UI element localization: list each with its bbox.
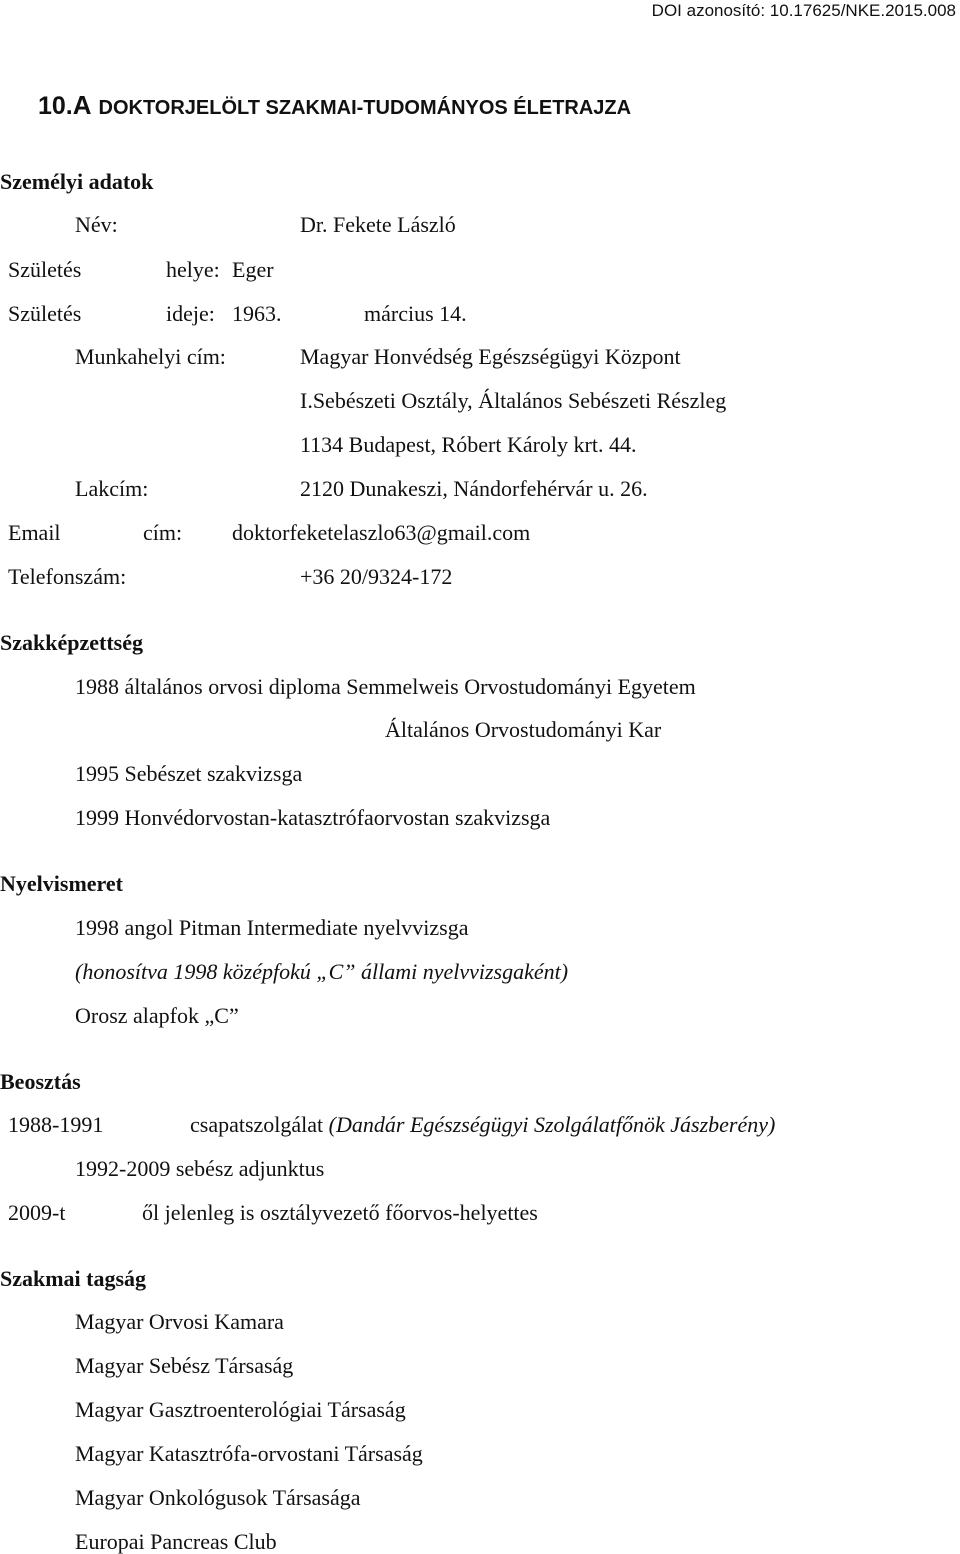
- phone-label: Telefonszám:: [8, 564, 127, 589]
- qualification-line-3: 1999 Honvédorvostan-katasztrófaorvostan szakvizsga: [75, 805, 551, 830]
- position-1-detail: (Dandár Egészségügyi Szolgálatfőnök Jászberény): [328, 1112, 776, 1137]
- home-address-label: Lakcím:: [75, 476, 149, 501]
- birthplace-label-2: helye:: [166, 257, 220, 282]
- position-1-years: 1988-1991: [8, 1112, 104, 1137]
- birthdate-label-2: ideje:: [166, 301, 215, 326]
- work-address-line-1: Magyar Honvédség Egészségügyi Központ: [300, 344, 681, 369]
- qualification-line-1b: Általános Orvostudományi Kar: [385, 717, 662, 742]
- position-2: 1992-2009 sebész adjunktus: [75, 1156, 325, 1181]
- position-1-role: csapatszolgálat: [190, 1112, 324, 1137]
- membership-item: Magyar Katasztrófa-orvostani Társaság: [75, 1441, 423, 1466]
- email-value: doktorfeketelaszlo63@gmail.com: [232, 520, 531, 545]
- section-heading-positions: Beosztás: [0, 1069, 81, 1094]
- work-address-line-2: I.Sebészeti Osztály, Általános Sebészeti Részleg: [300, 388, 727, 413]
- section-heading-membership: Szakmai tagság: [0, 1266, 147, 1291]
- doi-header: DOI azonosító: 10.17625/NKE.2015.008: [651, 1, 956, 20]
- qualification-line-2: 1995 Sebészet szakvizsga: [75, 761, 303, 786]
- position-1-text: [190, 1114, 775, 1136]
- language-line-2: (honosítva 1998 középfokú „C” állami nyelvvizsgaként): [75, 959, 569, 984]
- membership-item: Magyar Orvosi Kamara: [75, 1309, 284, 1334]
- birthplace-label-1: Születés: [8, 257, 82, 282]
- title-rest: DOKTORJELÖLT SZAKMAI-TUDOMÁNYOS ÉLETRAJZA: [98, 97, 632, 119]
- birthplace-value: Eger: [232, 257, 274, 282]
- qualification-line-1: 1988 általános orvosi diploma Semmelweis Orvostudományi Egyetem: [75, 674, 696, 699]
- email-label-2: cím:: [143, 520, 183, 545]
- name-label: Név:: [75, 212, 118, 237]
- work-address-line-3: 1134 Budapest, Róbert Károly krt. 44.: [300, 432, 637, 457]
- work-address-label: Munkahelyi cím:: [75, 344, 226, 369]
- title-first-letter: A: [72, 90, 92, 120]
- birthdate-day: március 14.: [364, 301, 467, 326]
- position-3-text: ől jelenleg is osztályvezető főorvos-helyettes: [142, 1200, 538, 1225]
- membership-item: Magyar Sebész Társaság: [75, 1353, 294, 1378]
- name-value: Dr. Fekete László: [300, 212, 456, 237]
- birthdate-label-1: Születés: [8, 301, 82, 326]
- page-title: [38, 92, 631, 119]
- phone-value: +36 20/9324-172: [300, 564, 453, 589]
- membership-item: Magyar Gasztroenterológiai Társaság: [75, 1397, 406, 1422]
- section-heading-qualification: Szakképzettség: [0, 630, 143, 655]
- section-heading-personal: Személyi adatok: [0, 169, 154, 194]
- position-3-years: 2009-t: [8, 1200, 66, 1225]
- language-line-3: Orosz alapfok „C”: [75, 1003, 239, 1028]
- birthdate-year: 1963.: [232, 301, 282, 326]
- home-address-value: 2120 Dunakeszi, Nándorfehérvár u. 26.: [300, 476, 648, 501]
- title-number: 10.: [38, 92, 73, 120]
- language-line-1: 1998 angol Pitman Intermediate nyelvvizsga: [75, 915, 469, 940]
- membership-item: Magyar Onkológusok Társasága: [75, 1485, 361, 1510]
- section-heading-languages: Nyelvismeret: [0, 871, 123, 896]
- membership-item: Europai Pancreas Club: [75, 1529, 277, 1554]
- email-label-1: Email: [8, 520, 61, 545]
